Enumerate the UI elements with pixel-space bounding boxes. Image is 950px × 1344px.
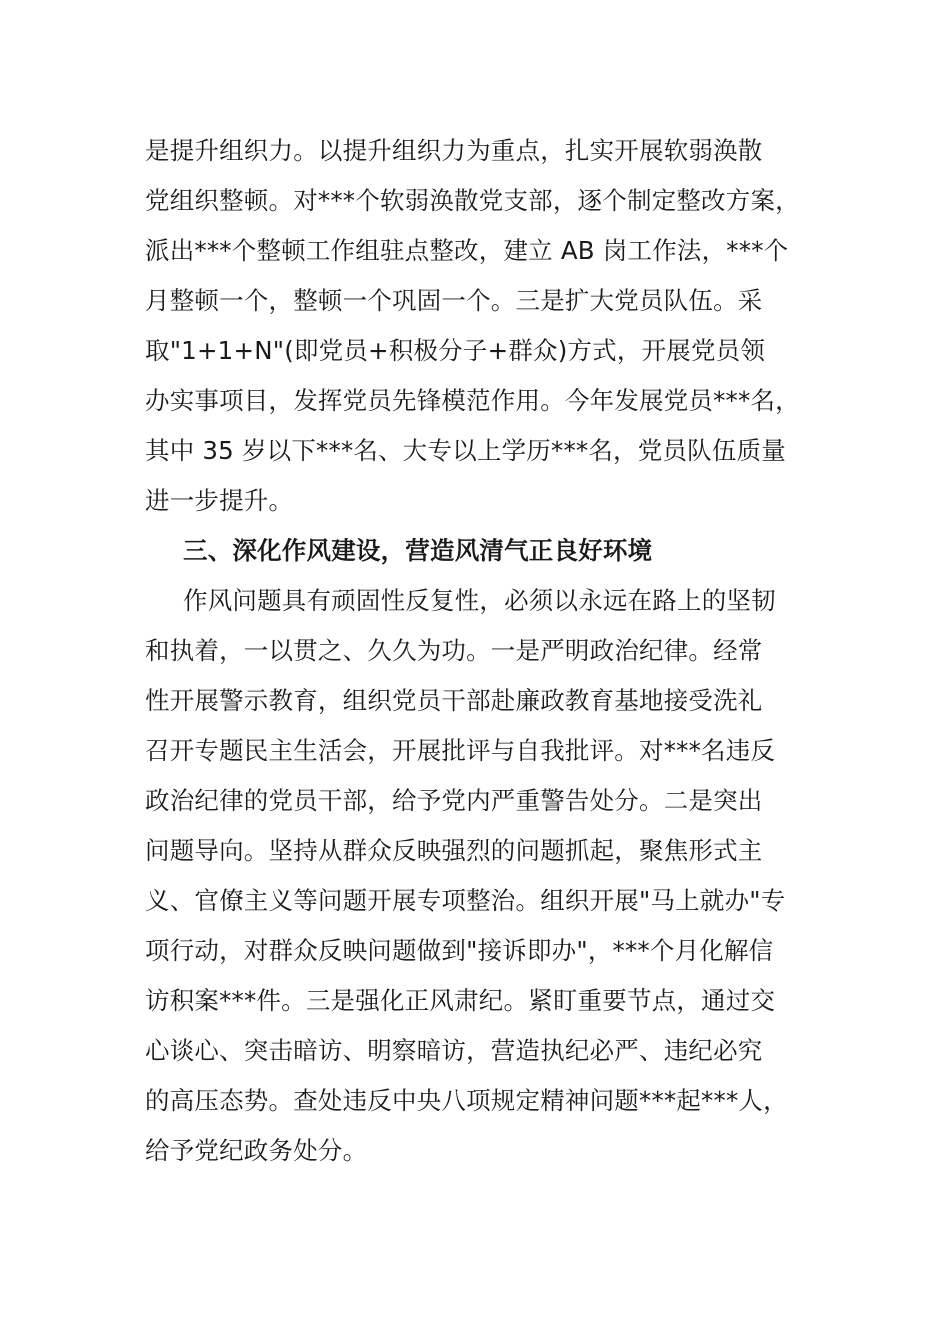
text-line: 作风问题具有顽固性反复性，必须以永远在路上的坚韧 [183,586,776,615]
text-line: 心谈心、突击暗访、明察暗访，营造执纪必严、违纪必究 [145,1036,763,1065]
text-line: 和执着，一以贯之、久久为功。一是严明政治纪律。经常 [145,636,763,665]
text-line: 党组织整顿。对***个软弱涣散党支部，逐个制定整改方案， [145,186,800,215]
text-line: 是提升组织力。以提升组织力为重点，扎实开展软弱涣散 [145,136,763,165]
document-body [145,126,845,1176]
text-line: 给予党纪政务处分。 [145,1136,368,1165]
text-line: 政治纪律的党员干部，给予党内严重警告处分。二是突出 [145,786,763,815]
text-line: 义、官僚主义等问题开展专项整治。组织开展"马上就办"专 [145,886,786,915]
text-line: 性开展警示教育，组织党员干部赴廉政教育基地接受洗礼 [145,686,763,715]
text-line: 其中 35 岁以下***名、大专以上学历***名，党员队伍质量 [145,436,786,465]
text-line: 派出***个整顿工作组驻点整改，建立 AB 岗工作法，***个 [145,236,789,265]
text-line: 访积案***件。三是强化正风肃纪。紧盯重要节点，通过交 [145,986,776,1015]
text-line: 办实事项目，发挥党员先锋模范作用。今年发展党员***名， [145,386,800,415]
paragraph-work-style [145,576,845,1176]
section-heading: 三、深化作风建设，营造风清气正良好环境 [183,536,653,565]
text-line: 召开专题民主生活会，开展批评与自我批评。对***名违反 [145,736,776,765]
paragraph-organization [145,126,845,526]
text-line: 项行动，对群众反映问题做到"接诉即办"，***个月化解信 [145,936,774,965]
text-line: 问题导向。坚持从群众反映强烈的问题抓起，聚焦形式主 [145,836,763,865]
text-line: 月整顿一个，整顿一个巩固一个。三是扩大党员队伍。采 [145,286,763,315]
text-line: 的高压态势。查处违反中央八项规定精神问题***起***人， [145,1086,788,1115]
text-line: 取"1+1+N"(即党员+积极分子+群众)方式，开展党员领 [145,336,766,365]
text-line: 进一步提升。 [145,486,294,515]
